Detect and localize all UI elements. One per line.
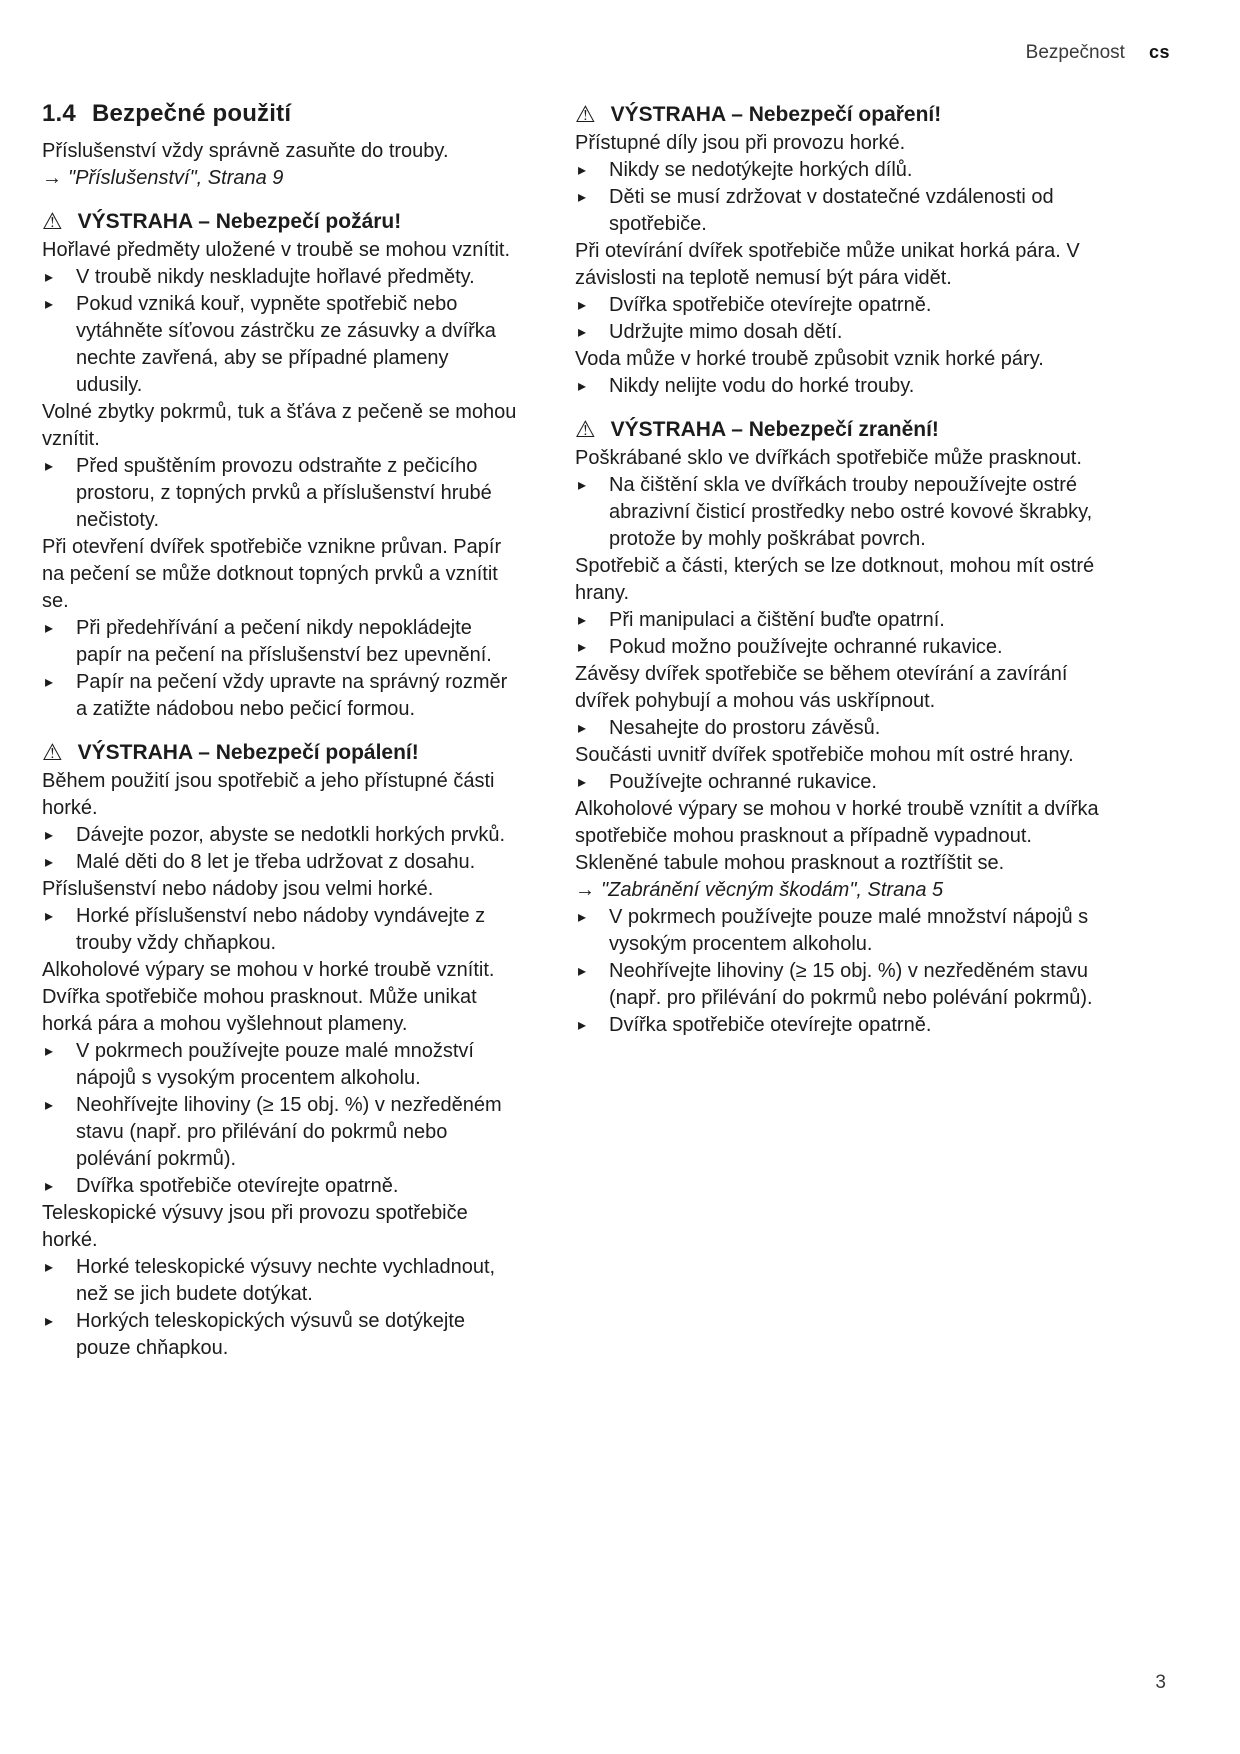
cross-reference-text: "Zabránění věcným škodám", Strana 5 [601,879,944,901]
bullet-arrow-icon: ▸ [578,963,587,980]
left-column [42,100,520,1362]
paragraph: Přístupné díly jsou při provozu horké. [575,132,906,154]
bullet-item [575,1012,1107,1039]
bullet-list [42,1254,520,1362]
paragraph: Závěsy dvířek spotřebiče se během otevírání a zavírání dvířek pohybují a mohou vás uskřípnout. [575,663,1068,712]
bullet-list [42,822,520,876]
bullet-arrow-icon: ▸ [45,1043,54,1060]
bullet-list [42,1038,520,1200]
bullet-item [42,849,520,876]
bullet-arrow-icon: ▸ [578,639,587,656]
bullet-list [575,292,1107,346]
warning-title: VÝSTRAHA – Nebezpečí požáru! [77,210,402,233]
paragraph: Součásti uvnitř dvířek spotřebiče mohou mít ostré hrany. [575,744,1074,766]
bullet-list [575,472,1107,553]
bullet-item [42,669,520,723]
bullet-arrow-icon: ▸ [578,378,587,395]
bullet-list [575,373,1107,400]
bullet-item [575,319,1107,346]
bullet-item [575,904,1107,958]
arrow-right-icon: → [575,879,595,901]
warning-triangle-icon: ⚠ [42,739,63,765]
warning-title: VÝSTRAHA – Nebezpečí popálení! [77,741,419,764]
bullet-list [575,715,1107,742]
bullet-text: Neohřívejte lihoviny (≥ 15 obj. %) v nezředěném stavu (např. pro přilévání do pokrmů nebo polévání pokrmů). [76,1094,502,1170]
bullet-item [42,1173,520,1200]
bullet-item [42,903,520,957]
warning-heading [42,207,520,234]
bullet-item [42,264,520,291]
bullet-item [575,184,1107,238]
bullet-text: Před spuštěním provozu odstraňte z pečicího prostoru, z topných prvků a příslušenství hrubé nečistoty. [76,455,492,531]
bullet-item [575,157,1107,184]
bullet-list [42,903,520,957]
bullet-item [575,958,1107,1012]
bullet-item [575,715,1107,742]
bullet-arrow-icon: ▸ [578,774,587,791]
bullet-text: Dávejte pozor, abyste se nedotkli horkých prvků. [76,824,506,846]
page-header [1026,42,1170,64]
bullet-text: Při předehřívání a pečení nikdy nepokládejte papír na pečení na příslušenství bez upevnění. [76,617,492,666]
bullet-arrow-icon: ▸ [578,297,587,314]
bullet-arrow-icon: ▸ [45,854,54,871]
bullet-text: Při manipulaci a čištění buďte opatrní. [609,609,945,631]
bullet-item [42,1308,520,1362]
paragraph: Při otevření dvířek spotřebiče vznikne průvan. Papír na pečení se může dotknout topných prvků a vznítit se. [42,536,502,612]
paragraph: Spotřebič a části, kterých se lze dotknout, mohou mít ostré hrany. [575,555,1095,604]
right-column [575,100,1107,1362]
bullet-text: Horkých teleskopických výsuvů se dotýkejte pouze chňapkou. [76,1310,466,1359]
bullet-item [575,472,1107,553]
warning-heading [575,415,1107,442]
bullet-text: Neohřívejte lihoviny (≥ 15 obj. %) v nezředěném stavu (např. pro přilévání do pokrmů nebo polévání pokrmů). [609,960,1093,1009]
bullet-arrow-icon: ▸ [45,827,54,844]
bullet-item [575,292,1107,319]
bullet-text: V pokrmech používejte pouze malé množství nápojů s vysokým procentem alkoholu. [76,1040,474,1089]
paragraph: Volné zbytky pokrmů, tuk a šťáva z pečeně se mohou vznítit. [42,401,517,450]
bullet-arrow-icon: ▸ [578,720,587,737]
warning-title: VÝSTRAHA – Nebezpečí zranění! [610,418,939,441]
bullet-list [575,607,1107,661]
bullet-text: Udržujte mimo dosah dětí. [609,321,843,343]
bullet-arrow-icon: ▸ [45,458,54,475]
bullet-text: Malé děti do 8 let je třeba udržovat z dosahu. [76,851,476,873]
arrow-right-icon: → [42,167,62,189]
cross-reference-text: "Příslušenství", Strana 9 [68,167,284,189]
bullet-text: Horké teleskopické výsuvy nechte vychladnout, než se jich budete dotýkat. [76,1256,496,1305]
bullet-text: Na čištění skla ve dvířkách trouby nepoužívejte ostré abrazivní čisticí prostředky nebo ostré kovové škrabky, protože by mohly poškrábat povrch. [609,474,1093,550]
warning-title: VÝSTRAHA – Nebezpečí opaření! [610,103,942,126]
section-number: 1.4 [42,100,76,127]
warning-triangle-icon: ⚠ [575,101,596,127]
bullet-arrow-icon: ▸ [578,909,587,926]
bullet-text: Pokud vzniká kouř, vypněte spotřebič nebo vytáhněte síťovou zástrčku ze zásuvky a dvířka nechte zavřená, aby se případné plameny udusily. [76,293,496,396]
bullet-arrow-icon: ▸ [578,477,587,494]
bullet-arrow-icon: ▸ [578,324,587,341]
paragraph: Při otevírání dvířek spotřebiče může unikat horká pára. V závislosti na teplotě nemusí být pára vidět. [575,240,1080,289]
bullet-item [575,769,1107,796]
bullet-text: Horké příslušenství nebo nádoby vyndávejte z trouby vždy chňapkou. [76,905,486,954]
bullet-arrow-icon: ▸ [578,612,587,629]
bullet-arrow-icon: ▸ [45,620,54,637]
bullet-text: Nikdy nelijte vodu do horké trouby. [609,375,915,397]
paragraph: Voda může v horké troubě způsobit vznik horké páry. [575,348,1044,370]
bullet-item [42,822,520,849]
bullet-arrow-icon: ▸ [45,269,54,286]
bullet-arrow-icon: ▸ [45,1178,54,1195]
bullet-list [42,264,520,399]
paragraph: Příslušenství vždy správně zasuňte do trouby. [42,140,449,162]
bullet-list [42,615,520,723]
bullet-arrow-icon: ▸ [45,1313,54,1330]
bullet-arrow-icon: ▸ [578,162,587,179]
bullet-item [42,291,520,399]
page-content [42,100,1107,1362]
bullet-list [575,157,1107,238]
bullet-list [575,904,1107,1039]
warning-heading [575,100,1107,127]
warning-triangle-icon: ⚠ [42,208,63,234]
cross-reference [575,877,1107,904]
section-heading [42,100,520,128]
warning-triangle-icon: ⚠ [575,416,596,442]
bullet-arrow-icon: ▸ [45,908,54,925]
bullet-item [575,634,1107,661]
bullet-arrow-icon: ▸ [45,1259,54,1276]
bullet-text: Nesahejte do prostoru závěsů. [609,717,881,739]
bullet-item [575,373,1107,400]
bullet-text: Pokud možno používejte ochranné rukavice. [609,636,1003,658]
bullet-list [575,769,1107,796]
bullet-arrow-icon: ▸ [578,1017,587,1034]
bullet-arrow-icon: ▸ [45,1097,54,1114]
bullet-text: Dvířka spotřebiče otevírejte opatrně. [609,294,932,316]
section-title: Bezpečné použití [91,100,292,127]
paragraph: Alkoholové výpary se mohou v horké troubě vznítit. Dvířka spotřebiče mohou prasknout. Může unikat horká pára a mohou vyšlehnout plameny. [42,959,495,1035]
bullet-text: Používejte ochranné rukavice. [609,771,877,793]
paragraph: Hořlavé předměty uložené v troubě se mohou vznítit. [42,239,511,261]
bullet-arrow-icon: ▸ [45,296,54,313]
warning-heading [42,738,520,765]
cross-reference [42,165,520,192]
paragraph: Alkoholové výpary se mohou v horké troubě vznítit a dvířka spotřebiče mohou prasknout a případně vypadnout. Skleněné tabule mohou prasknout a roztříštit se. [575,798,1099,874]
header-language-code: cs [1148,42,1170,62]
bullet-item [42,1254,520,1308]
page-number: 3 [1155,1672,1166,1693]
bullet-item [42,615,520,669]
paragraph: Příslušenství nebo nádoby jsou velmi horké. [42,878,434,900]
bullet-item [42,453,520,534]
bullet-text: Dvířka spotřebiče otevírejte opatrně. [76,1175,399,1197]
bullet-item [575,607,1107,634]
bullet-item [42,1092,520,1173]
paragraph: Teleskopické výsuvy jsou při provozu spotřebiče horké. [42,1202,468,1251]
bullet-item [42,1038,520,1092]
bullet-text: Nikdy se nedotýkejte horkých dílů. [609,159,913,181]
bullet-text: Děti se musí zdržovat v dostatečné vzdálenosti od spotřebiče. [609,186,1054,235]
bullet-text: Papír na pečení vždy upravte na správný rozměr a zatižte nádobou nebo pečicí formou. [76,671,508,720]
bullet-text: V pokrmech používejte pouze malé množství nápojů s vysokým procentem alkoholu. [609,906,1089,955]
paragraph: Poškrábané sklo ve dvířkách spotřebiče může prasknout. [575,447,1082,469]
bullet-arrow-icon: ▸ [45,674,54,691]
bullet-text: V troubě nikdy neskladujte hořlavé předměty. [76,266,475,288]
bullet-list [42,453,520,534]
paragraph: Během použití jsou spotřebič a jeho přístupné části horké. [42,770,495,819]
bullet-text: Dvířka spotřebiče otevírejte opatrně. [609,1014,932,1036]
bullet-arrow-icon: ▸ [578,189,587,206]
header-section-label: Bezpečnost [1025,42,1125,63]
